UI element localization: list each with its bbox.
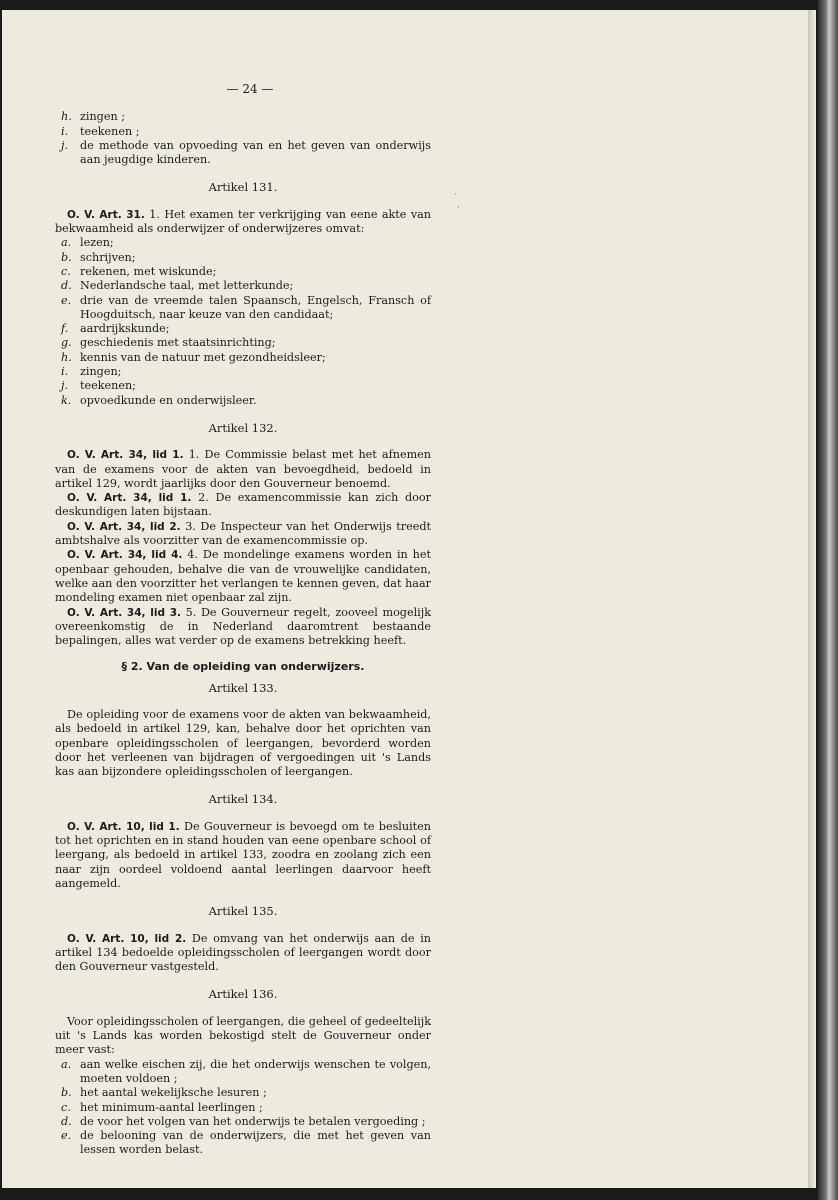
list-item: h. kennis van de natuur met gezondheidsleer; xyxy=(61,350,326,364)
article-heading: Artikel 133. xyxy=(208,680,278,695)
list-item: j. teekenen; xyxy=(61,379,136,393)
article-heading: Artikel 135. xyxy=(208,904,278,919)
list-item: i. zingen; xyxy=(61,365,122,379)
list-item: i. teekenen ; xyxy=(61,124,140,138)
list-item: f. aardrijkskunde; xyxy=(61,322,170,336)
article-paragraph: O. V. Art. 10, lid 2. De omvang van het onderwijs aan de in artikel 134 bedoelde opleidingsscholen of leergangen wordt door den Gouverneur vastgesteld. xyxy=(55,931,431,974)
list-item: h. zingen ; xyxy=(61,110,125,124)
article-paragraph: O. V. Art. 34, lid 2. 3. De Inspecteur van het Onderwijs treedt ambtshalve als voorzitter van de examencommissie op. xyxy=(55,519,431,548)
article-paragraph: O. V. Art. 34, lid 4. 4. De mondelinge examens worden in het openbaar gehouden, behalve die van de vrouwelijke candidaten, welke aan den voorzitter het verlangen te kennen geven, dat haar mondeling examen niet openbaar zal zijn. xyxy=(55,548,431,605)
list-item: k. opvoedkunde en onderwijsleer. xyxy=(61,393,257,407)
article-paragraph: O. V. Art. 34, lid 1. 1. De Commissie belast met het afnemen van de examens voor de akten van bevoegdheid, bedoeld in artikel 129, wordt jaarlijks door den Gouverneur benoemd. xyxy=(55,448,432,490)
list-item: a. aan welke eischen zij, die het onderwijs wenschen te volgen, moeten voldoen ; xyxy=(61,1057,431,1085)
list-item: c. rekenen, met wiskunde; xyxy=(61,264,217,278)
page-number: — 24 — xyxy=(226,82,274,96)
document-page xyxy=(2,10,816,1188)
list-item: b. schrijven; xyxy=(61,250,136,264)
article-paragraph: O. V. Art. 10, lid 1. De Gouverneur is bevoegd om te besluiten tot het oprichten en in stand houden van eene openbare school of leergang, als bedoeld in artikel 133, zoodra en zoolang zich een naar zijn oordeel voldoend aantal leerlingen daarvoor heeft aangemeld. xyxy=(55,819,431,890)
page-edge-shadow xyxy=(808,10,816,1188)
list-item: e. drie van de vreemde talen Spaansch, Engelsch, Fransch of Hoogduitsch, naar keuze van den candidaat; xyxy=(61,293,431,321)
paper-speck: · xyxy=(454,190,457,200)
subject-list xyxy=(55,236,431,408)
article-reference: O. V. Art. 10, lid 1. xyxy=(67,820,180,833)
article-reference: O. V. Art. 34, lid 1. xyxy=(67,449,184,462)
list-item: c. het minimum-aantal leerlingen ; xyxy=(61,1100,263,1114)
page-content xyxy=(55,82,431,1158)
article-heading: Artikel 134. xyxy=(208,792,278,807)
rules-list xyxy=(55,1058,431,1158)
list-item: j. de methode van opvoeding van en het geven van onderwijs aan jeugdige kinderen. xyxy=(61,138,431,167)
article-reference: O. V. Art. 34, lid 1. xyxy=(67,492,192,505)
list-item: e. de belooning van de onderwijzers, die met het geven van lessen worden belast. xyxy=(61,1129,431,1157)
article-reference: O. V. Art. 34, lid 3. xyxy=(67,606,181,619)
article-reference: O. V. Art. 34, lid 2. xyxy=(67,520,181,533)
article-paragraph: O. V. Art. 34, lid 3. 5. De Gouverneur regelt, zooveel mogelijk overeenkomstig de in Nederland daaromtrent bestaande bepalingen, alles wat verder op de examens betrekking heeft. xyxy=(55,605,431,648)
list-item: d. de voor het volgen van het onderwijs te betalen vergoeding ; xyxy=(61,1114,426,1128)
paper-speck: ˈ xyxy=(457,206,460,216)
article-reference: O. V. Art. 31. xyxy=(67,208,145,221)
list-item: g. geschiedenis met staatsinrichting; xyxy=(61,336,276,350)
article-heading: Artikel 136. xyxy=(208,987,278,1002)
article-reference: O. V. Art. 10, lid 2. xyxy=(67,932,187,945)
section-heading: § 2. Van de opleiding van onderwijzers. xyxy=(121,660,365,674)
list-item: a. lezen; xyxy=(61,236,114,250)
article-reference: O. V. Art. 34, lid 4. xyxy=(67,549,183,562)
article-paragraph: De opleiding voor de examens voor de akten van bekwaamheid, als bedoeld in artikel 129, kan, behalve door het oprichten van openbare opleidingsscholen of leergangen, bevorderd worden door het verleenen van bijdragen of vergoedingen uit 's Lands kas aan bijzondere opleidingsscholen of leergangen. xyxy=(55,707,431,779)
book-spine xyxy=(818,0,838,1200)
intro-list xyxy=(55,110,431,167)
article-paragraph: O. V. Art. 34, lid 1. 2. De examencommissie kan zich door deskundigen laten bijstaan. xyxy=(55,491,432,519)
article-heading: Artikel 131. xyxy=(208,180,278,195)
article-paragraph: Voor opleidingsscholen of leergangen, die geheel of gedeeltelijk uit 's Lands kas worden bekostigd stelt de Gouverneur onder meer vast: xyxy=(55,1014,431,1057)
list-item: d. Nederlandsche taal, met letterkunde; xyxy=(61,279,294,293)
article-paragraph: O. V. Art. 31. 1. Het examen ter verkrijging van eene akte van bekwaamheid als onderwijzer of onderwijzeres omvat: xyxy=(55,207,432,236)
article-heading: Artikel 132. xyxy=(208,420,278,435)
list-item: b. het aantal wekelijksche lesuren ; xyxy=(61,1086,267,1100)
